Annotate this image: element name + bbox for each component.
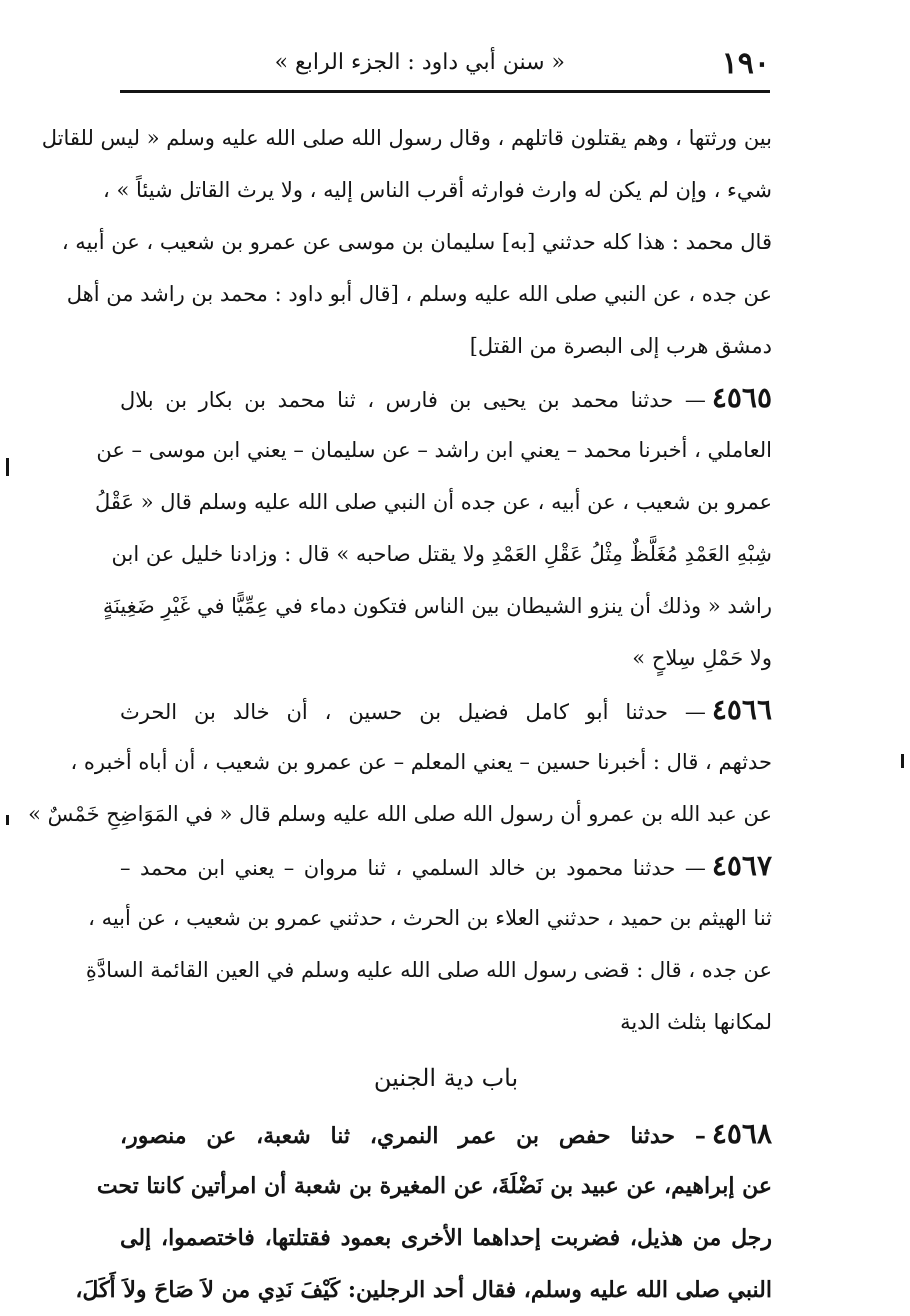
hadith-text: – حدثنا حفص بن عمر النمري، ثنا شعبة، عن منصور،	[120, 1123, 706, 1149]
text-line: شِبْهِ العَمْدِ مُغَلَّظٌ مِثْلُ عَقْلِ العَمْدِ ولا يقتل صاحبه » قال : وزادنا خليل عن ابن	[111, 542, 772, 566]
hadith-text: — حدثنا أبو كامل فضيل بن حسين ، أن خالد بن الحرث	[120, 700, 706, 724]
text-line: ولا حَمْلِ سِلاحٍ »	[632, 646, 772, 670]
hadith-4567-first-line	[120, 840, 772, 892]
text-line: لمكانها بثلث الدية	[620, 1010, 772, 1034]
text-line: عن عبد الله بن عمرو أن رسول الله صلى الله عليه وسلم قال « في المَوَاضِحِ خَمْسٌ »	[28, 802, 772, 826]
text-line: ثنا الهيثم بن حميد ، حدثني العلاء بن الحرث ، حدثني عمرو بن شعيب ، عن أبيه ،	[88, 906, 772, 930]
text-line: عمرو بن شعيب ، عن أبيه ، عن جده أن النبي صلى الله عليه وسلم قال « عَقْلُ	[94, 490, 772, 514]
hadith-number: ٤٥٦٦	[711, 693, 772, 726]
hadith-4568-block	[75, 1108, 772, 1316]
text-line: دمشق هرب إلى البصرة من القتل]	[469, 334, 772, 358]
text-line: قال محمد : هذا كله حدثني [به] سليمان بن موسى عن عمرو بن شعيب ، عن أبيه ،	[61, 230, 772, 254]
text-line: شيء ، وإن لم يكن له وارث فوارثه أقرب الناس إليه ، ولا يرث القاتل شيئاً » ،	[103, 178, 772, 202]
text-line: عن جده ، عن النبي صلى الله عليه وسلم ، [قال أبو داود : محمد بن راشد من أهل	[66, 282, 772, 306]
text-line: حدثهم ، قال : أخبرنا حسين – يعني المعلم – عن عمرو بن شعيب ، أن أباه أخبره ،	[70, 750, 772, 774]
hadith-4565-first-line	[120, 372, 772, 424]
hadith-4566-first-line	[120, 684, 772, 736]
hadith-text: — حدثنا محمد بن يحيى بن فارس ، ثنا محمد بن بكار بن بلال	[120, 388, 706, 412]
hadith-number: ٤٥٦٧	[711, 849, 772, 882]
hadith-4568-first-line	[120, 1108, 772, 1160]
hadith-number: ٤٥٦٨	[711, 1117, 772, 1150]
hadith-number: ٤٥٦٥	[711, 381, 772, 414]
margin-mark	[901, 754, 904, 768]
margin-mark	[6, 458, 9, 476]
hadith-text: — حدثنا محمود بن خالد السلمي ، ثنا مروان – يعني ابن محمد –	[120, 856, 706, 880]
text-line: النبي صلى الله عليه وسلم، فقال أحد الرجلين: كَيْفَ نَدِي من لاَ صَاحَ ولاَ أَكَلَ،	[75, 1277, 772, 1303]
running-head: « سنن أبي داود : الجزء الرابع »	[274, 50, 565, 75]
text-line: العاملي ، أخبرنا محمد – يعني ابن راشد – عن سليمان – يعني ابن موسى – عن	[96, 438, 772, 462]
text-line: عن إبراهيم، عن عبيد بن نَضْلَةَ، عن المغيرة بن شعبة أن امرأتين كانتا تحت	[96, 1173, 772, 1199]
text-line: بين ورثتها ، وهم يقتلون قاتلهم ، وقال رسول الله صلى الله عليه وسلم « ليس للقاتل	[41, 126, 772, 150]
text-line: راشد « وذلك أن ينزو الشيطان بين الناس فتكون دماء في عِمِّيًّا في غَيْرِ ضَغِينَةٍ	[102, 594, 772, 618]
page-header	[120, 44, 770, 90]
margin-mark	[6, 815, 9, 825]
page-number: ١٩٠	[721, 46, 770, 81]
text-line: رجل من هذيل، فضربت إحداهما الأخرى بعمود فقتلتها، فاختصموا، إلى	[120, 1225, 772, 1251]
chapter-title: باب دية الجنين	[373, 1064, 519, 1092]
header-rule	[120, 90, 770, 93]
body-text	[28, 112, 772, 1316]
text-line: عن جده ، قال : قضى رسول الله صلى الله عليه وسلم في العين القائمة السادَّةِ	[85, 958, 772, 982]
